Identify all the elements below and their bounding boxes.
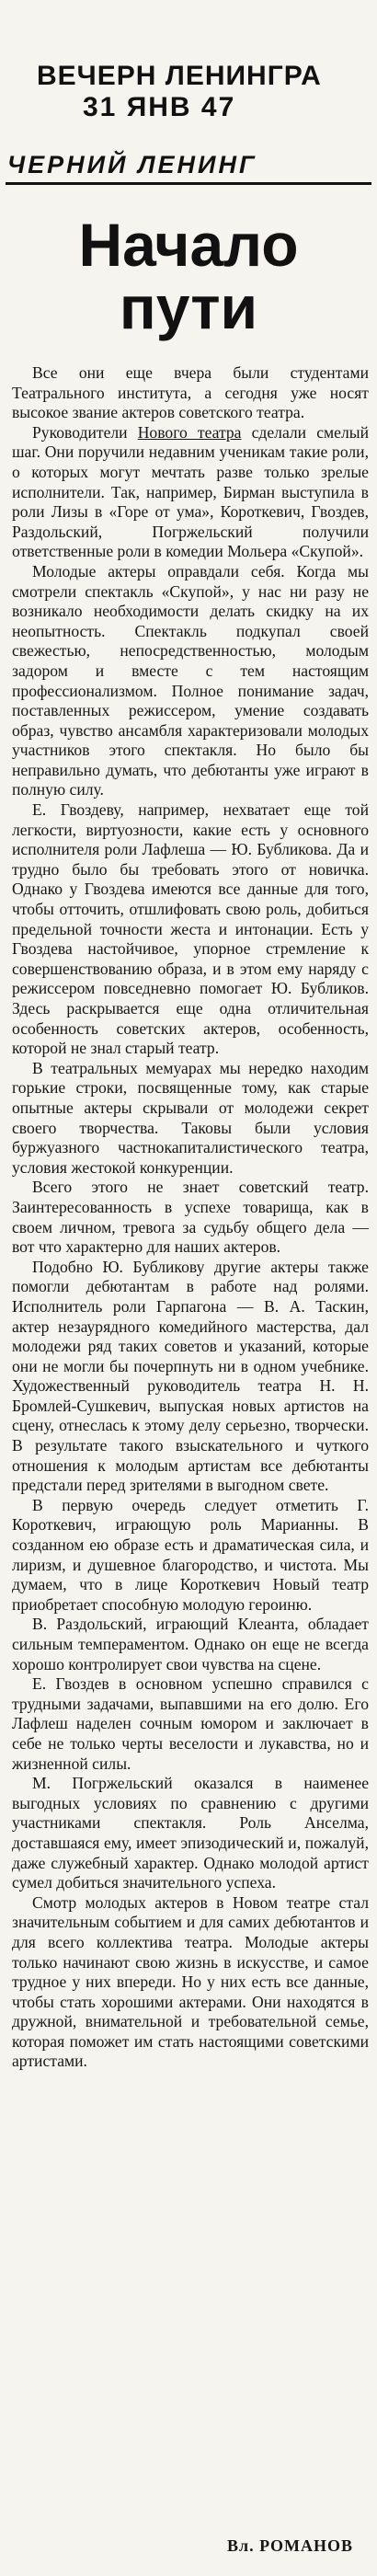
paragraph-text: Руководители bbox=[32, 422, 138, 442]
newspaper-masthead-stamp bbox=[0, 0, 377, 216]
paragraph: В. Раздольский, играющий Клеанта, обладает сильным темпераментом. Однако он еще не всегда хорошо контролирует свои чувства на сцене. bbox=[12, 1615, 369, 1673]
paragraph: Смотр молодых актеров в Новом театре стал значительным событием и для самих дебютантов и для всего коллектива театра. Молодые актеры только начинают свою жизнь в искусстве, и самое трудное у них впереди. Но у них есть все данные, чтобы стать хорошими актерами. Они находятся в дружной, внимательной и требовательной семье, которая поможет им стать настоящими советскими артистами. bbox=[12, 1892, 369, 2071]
title-line-1: Начало bbox=[78, 211, 299, 279]
masthead-stamp-bottom: ЧЕРНИЙ ЛЕНИНГ bbox=[7, 151, 257, 178]
article-title bbox=[0, 213, 377, 339]
paragraph: Подобно Ю. Бубликову другие актеры также помогли дебютантам в работе над ролями. Исполнитель роли Гарпагона — В. А. Таскин, актер незаурядного комедийного мастерства, дал молодежи ряд таких советов и указаний, которые они не могли бы почерпнуть ни в одном учебнике. Художественный руководитель театра Н. Н. Бромлей-Сушкевич, выпуская новых артистов на сцену, отнеслась к этому делу серьезно, творчески. В результате такого взыскательного и чуткого отношения к молодым артистам все дебютанты предстали перед зрителями в выгодном свете. bbox=[12, 1257, 369, 1495]
paragraph: Все они еще вчера были студентами Театрального института, а сегодня уже носят высокое звание актеров советского театра. bbox=[12, 363, 369, 422]
paragraph: Молодые актеры оправдали себя. Когда мы смотрели спектакль «Скупой», у нас ни разу не возникало необходимости делать скидку на их неопытность. Спектакль подкупал своей свежестью, непосредственностью, молодым задором и вместе с тем настоящим профессионализмом. Полное понимание задач, поставленных режиссером, умение создавать образ, чувство ансамбля характеризовали молодых участников этого спектакля. Но было бы неправильно думать, что дебютанты уже играют в полную силу. bbox=[12, 561, 369, 799]
author-signature: Вл. РОМАНОВ bbox=[227, 2536, 353, 2555]
underlined-theatre-name: Нового театра bbox=[137, 422, 242, 442]
paragraph-text: сделали смелый шаг. Они поручили недавним ученикам такие роли, о которых могут мечтать разве только зрелые исполнители. Так, например, Бирман выступила в роли Лизы в «Горе от ума», Короткевич, Гвоздев, Раздольский, Погржельский получили ответственные роли в комедии Мольера «Скупой». bbox=[12, 422, 369, 561]
article-body bbox=[12, 363, 369, 2072]
paragraph bbox=[12, 423, 369, 562]
paragraph: Всего этого не знает советский театр. Заинтересованность в успехе товарища, как в своем личном, тревога за судьбу общего дела — вот что характерно для наших актеров. bbox=[12, 1178, 369, 1257]
paragraph: В первую очередь следует отметить Г. Короткевич, играющую роль Марианны. В созданном ею образе есть и драматическая сила, и лиризм, и душевное благородство, и чистота. Мы думаем, что в лице Короткевич Новый театр приобретает способную молодую героиню. bbox=[12, 1495, 369, 1614]
paragraph: М. Погржельский оказался в наименее выгодных условиях по сравнению с другими участниками спектакля. Роль Анселма, доставшаяся ему, имеет эпизодический и, пожалуй, даже служебный характер. Однако молодой артист сумел добиться значительного успеха. bbox=[12, 1774, 369, 1892]
paragraph: В театральных мемуарах мы нередко находим горькие строки, посвященные тому, как старые опытные актеры скрывали от молодежи секрет своего творчества. Таковы были условия буржуазного частнокапиталистического театра, условия жестокой конкуренции. bbox=[12, 1058, 369, 1177]
title-line-2: пути bbox=[119, 273, 258, 341]
date-stamp: 31 ЯНВ 47 bbox=[83, 92, 236, 122]
paragraph: Е. Гвоздеву, например, нехватает еще той легкости, виртуозности, какие есть у основного исполнителя роли Лафлеша — Ю. Бубликова. Да и трудно было бы требовать этого от новичка. Однако у Гвоздева имеются все данные для того, чтобы отточить, отшлифовать свою роль, добиться предельной точности жеста и интонации. Есть у Гвоздева настойчивое, упорное стремление к совершенствованию образа, и в этом ему наряду с режиссером повседневно помогает Ю. Бубликов. Здесь раскрывается еще одна отличительная особенность советских актеров, особенность, которой не знал старый театр. bbox=[12, 800, 369, 1058]
masthead-stamp-top: ВЕЧЕРН ЛЕНИНГРА bbox=[37, 61, 322, 91]
masthead-rule bbox=[6, 182, 371, 185]
paragraph: Е. Гвоздев в основном успешно справился с трудными задачами, выпавшими на его долю. Его Лафлеш наделен сочным юмором и заключает в себе не только черты веселости и лукавства, но и жизненной силы. bbox=[12, 1674, 369, 1773]
